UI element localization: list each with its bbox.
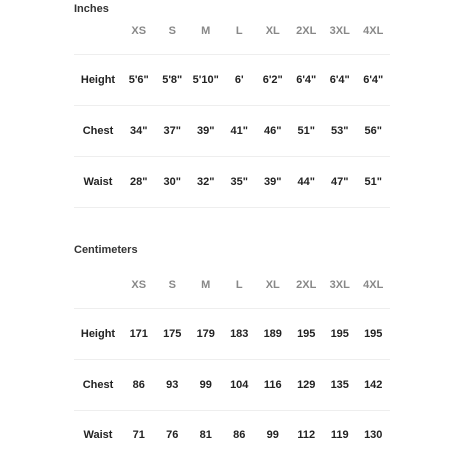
table-cell: 39" [256,156,290,207]
size-header-4xl: 4XL [363,24,384,37]
table-cell: 116 [256,359,290,410]
size-header-xs: XS [131,24,147,37]
table-cell: 179 [189,308,223,359]
corner-cell [74,8,122,54]
table-cell: 41" [223,105,257,156]
table-cell: 195 [323,308,357,359]
size-header-xs: XS [131,278,147,291]
table-row [74,54,390,105]
row-label-chest: Chest [74,359,122,410]
table-cell: 76 [156,410,190,446]
table-row [74,410,390,446]
row-label-height: Height [74,308,122,359]
table-cell: 6'4" [357,54,391,105]
table-row [74,105,390,156]
table-cell: 119 [323,410,357,446]
size-header-xl: XL [265,278,280,291]
table-cell: 112 [290,410,324,446]
table-cell: 171 [122,308,156,359]
table-cell: 56" [357,105,391,156]
size-header-2xl: 2XL [296,24,317,37]
table-cell: 32" [189,156,223,207]
table-cell: 34" [122,105,156,156]
table-cell: 189 [256,308,290,359]
table-row [74,156,390,207]
inches-header-row [74,8,390,54]
table-cell: 130 [357,410,391,446]
table-cell: 129 [290,359,324,410]
size-header-s: S [168,24,176,37]
table-cell: 37" [156,105,190,156]
table-cell: 104 [223,359,257,410]
table-cell: 99 [189,359,223,410]
table-cell: 183 [223,308,257,359]
divider-cell [74,207,390,245]
table-cell: 6'4" [290,54,324,105]
row-label-waist: Waist [74,410,122,446]
table-cell: 175 [156,308,190,359]
size-header-2xl: 2XL [296,278,317,291]
table-cell: 47" [323,156,357,207]
table-cell: 5'10" [189,54,223,105]
table-cell: 142 [357,359,391,410]
table-cell: 30" [156,156,190,207]
centimeters-header-row [74,262,390,308]
table-cell: 86 [223,410,257,446]
centimeters-size-table [74,262,390,446]
size-header-m: M [201,24,211,37]
table-cell: 93 [156,359,190,410]
corner-cell [74,262,122,308]
table-cell: 6'2" [256,54,290,105]
table-cell: 51" [357,156,391,207]
table-divider [74,207,390,245]
row-label-chest: Chest [74,105,122,156]
table-cell: 99 [256,410,290,446]
size-header-s: S [168,278,176,291]
table-cell: 5'6" [122,54,156,105]
size-header-4xl: 4XL [363,278,384,291]
size-header-l: L [235,24,243,37]
table-cell: 71 [122,410,156,446]
size-header-xl: XL [265,24,280,37]
table-cell: 51" [290,105,324,156]
row-label-height: Height [74,54,122,105]
table-cell: 35" [223,156,257,207]
size-header-l: L [235,278,243,291]
table-cell: 5'8" [156,54,190,105]
table-cell: 6'4" [323,54,357,105]
row-label-waist: Waist [74,156,122,207]
table-cell: 195 [290,308,324,359]
table-cell: 28" [122,156,156,207]
table-cell: 46" [256,105,290,156]
table-cell: 195 [357,308,391,359]
table-row [74,308,390,359]
inches-size-table [74,8,390,245]
size-header-m: M [201,278,211,291]
table-cell: 53" [323,105,357,156]
table-cell: 135 [323,359,357,410]
inches-section-title: Inches [74,3,109,15]
table-cell: 39" [189,105,223,156]
table-cell: 6' [223,54,257,105]
centimeters-section-title: Centimeters [74,244,138,256]
size-header-3xl: 3XL [329,24,350,37]
table-row [74,359,390,410]
size-header-3xl: 3XL [329,278,350,291]
table-cell: 81 [189,410,223,446]
table-cell: 44" [290,156,324,207]
table-cell: 86 [122,359,156,410]
